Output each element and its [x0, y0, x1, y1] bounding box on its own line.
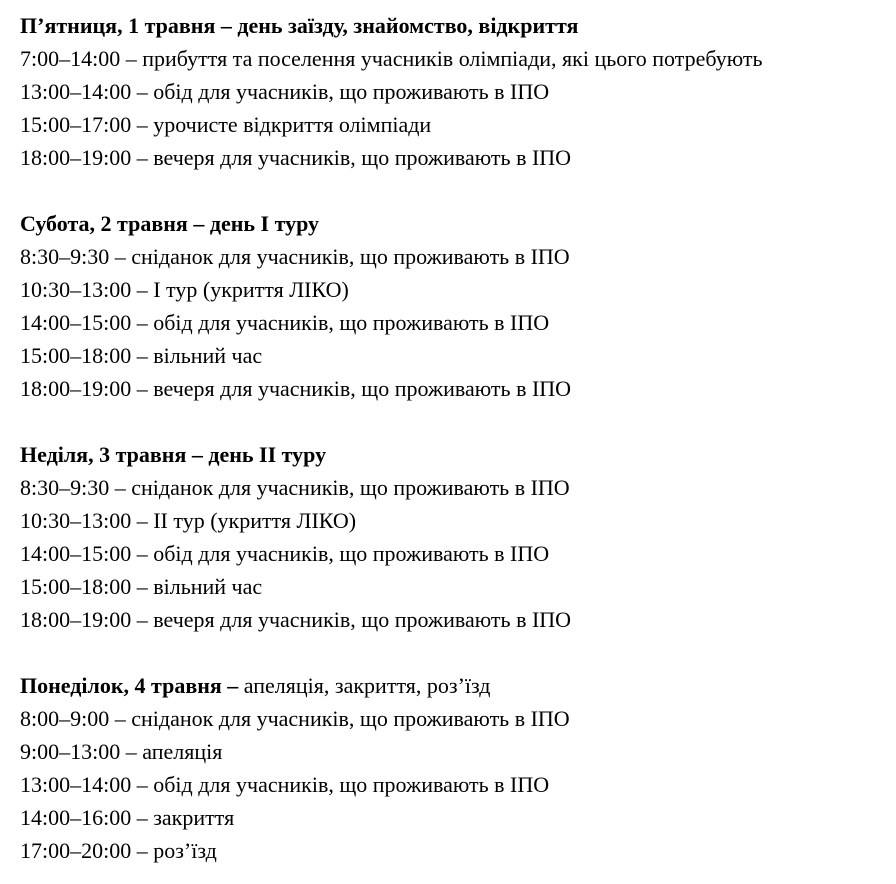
schedule-item: 10:30–13:00 – І тур (укриття ЛІКО) — [20, 277, 349, 302]
day-saturday — [20, 207, 890, 405]
schedule-item: 13:00–14:00 – обід для учасників, що проживають в ІПО — [20, 772, 550, 797]
schedule-item: 8:00–9:00 – сніданок для учасників, що проживають в ІПО — [20, 706, 570, 731]
day-friday — [20, 9, 890, 174]
schedule-item: 18:00–19:00 – вечеря для учасників, що проживають в ІПО — [20, 145, 572, 170]
schedule-item: 15:00–18:00 – вільний час — [20, 343, 263, 368]
schedule-item: 8:30–9:30 – сніданок для учасників, що проживають в ІПО — [20, 244, 570, 269]
schedule-item: 18:00–19:00 – вечеря для учасників, що проживають в ІПО — [20, 607, 572, 632]
schedule-item: 18:00–19:00 – вечеря для учасників, що проживають в ІПО — [20, 376, 572, 401]
schedule-document — [20, 9, 890, 867]
schedule-item: 14:00–15:00 – обід для учасників, що проживають в ІПО — [20, 310, 550, 335]
day-heading — [20, 438, 890, 471]
day-heading — [20, 9, 890, 42]
day-heading-bold: Субота, 2 травня – день І туру — [20, 211, 320, 236]
schedule-item: 15:00–18:00 – вільний час — [20, 574, 263, 599]
day-heading — [20, 669, 890, 702]
schedule-item: 14:00–16:00 – закриття — [20, 805, 235, 830]
day-heading-bold: Неділя, 3 травня – день ІІ туру — [20, 442, 327, 467]
schedule-item: 17:00–20:00 – роз’їзд — [20, 838, 217, 863]
day-heading-bold: П’ятниця, 1 травня – день заїзду, знайомство, відкриття — [20, 13, 579, 38]
schedule-item: 9:00–13:00 – апеляція — [20, 739, 223, 764]
day-monday — [20, 669, 890, 867]
schedule-item: 14:00–15:00 – обід для учасників, що проживають в ІПО — [20, 541, 550, 566]
schedule-item: 13:00–14:00 – обід для учасників, що проживають в ІПО — [20, 79, 550, 104]
schedule-item: 8:30–9:30 – сніданок для учасників, що проживають в ІПО — [20, 475, 570, 500]
schedule-item: 7:00–14:00 – прибуття та поселення учасників олімпіади, які цього потребують — [20, 46, 763, 71]
schedule-item: 15:00–17:00 – урочисте відкриття олімпіади — [20, 112, 432, 137]
day-heading — [20, 207, 890, 240]
day-heading-bold: Понеділок, 4 травня – — [20, 673, 239, 698]
day-heading-rest: апеляція, закриття, роз’їзд — [238, 673, 491, 698]
day-sunday — [20, 438, 890, 636]
schedule-item: 10:30–13:00 – ІІ тур (укриття ЛІКО) — [20, 508, 357, 533]
